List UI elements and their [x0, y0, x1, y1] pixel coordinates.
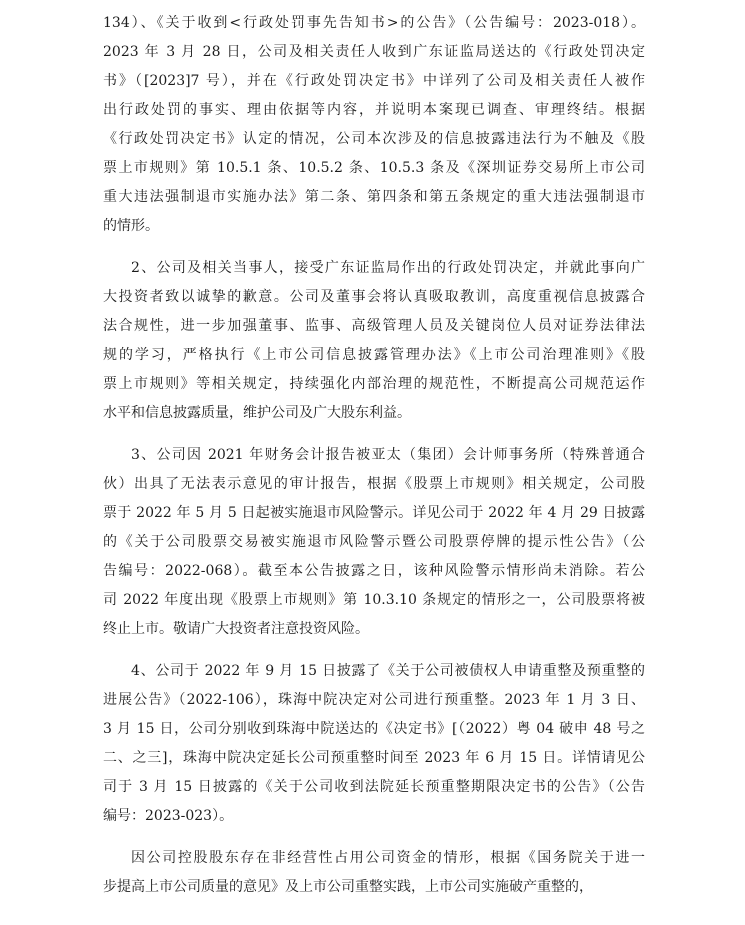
text-line: 法合规性，进一步加强董事、监事、高级管理人员及关键岗位人员对证券法律法: [103, 318, 645, 334]
text-line: 4、公司于 2022 年 9 月 15 日披露了《关于公司被债权人申请重整及预重整的: [131, 663, 645, 679]
text-line: 重大违法强制退市实施办法》第二条、第四条和第五条规定的重大违法强制退市: [103, 189, 645, 205]
text-line: 水平和信息披露质量，维护公司及广大股东利益。: [103, 405, 411, 421]
text-line: 的《关于公司股票交易被实施退市风险警示暨公司股票停牌的提示性公告》（公: [103, 534, 645, 550]
text-line: 二、之三]，珠海中院决定延长公司预重整时间至 2023 年 6 月 15 日。详情请见公: [103, 750, 645, 766]
text-line: 步提高上市公司质量的意见》及上市公司重整实践，上市公司实施破产重整的，: [103, 879, 593, 895]
text-line: 大投资者致以诚挚的歉意。公司及董事会将认真吸取教训，高度重视信息披露合: [103, 289, 645, 305]
paragraph: [103, 9, 645, 241]
text-line: 进展公告》（2022-106），珠海中院决定对公司进行预重整。2023 年 1 月 3 日、: [103, 692, 645, 708]
text-line: 票于 2022 年 5 月 5 日起被实施退市风险警示。详见公司于 2022 年 4 月 29 日披露: [103, 505, 645, 521]
text-line: 3、公司因 2021 年财务会计报告被亚太（集团）会计师事务所（特殊普通合: [131, 447, 645, 463]
text-line: 票上市规则》第 10.5.1 条、10.5.2 条、10.5.3 条及《深圳证券交易所上市公司: [103, 160, 645, 176]
text-line: 规的学习，严格执行《上市公司信息披露管理办法》《上市公司治理准则》《股: [103, 347, 645, 363]
text-line: 书》（[2023]7 号），并在《行政处罚决定书》中详列了公司及相关责任人被作: [103, 73, 645, 89]
text-line: 编号：2023-023）。: [103, 808, 234, 824]
text-line: 出行政处罚的事实、理由依据等内容，并说明本案现已调查、审理终结。根据: [103, 102, 645, 118]
paragraph: [103, 657, 645, 831]
text-line: 因公司控股股东存在非经营性占用公司资金的情形，根据《国务院关于进一: [131, 850, 645, 866]
text-line: 3 月 15 日，公司分别收到珠海中院送达的《决定书》[（2022）粤 04 破申 48 号之: [103, 721, 645, 737]
text-line: 《行政处罚决定书》认定的情况，公司本次涉及的信息披露违法行为不触及《股: [103, 131, 645, 147]
text-line: 终止上市。敬请广大投资者注意投资风险。: [103, 621, 369, 637]
text-line: 2023 年 3 月 28 日，公司及相关责任人收到广东证监局送达的《行政处罚决定: [103, 44, 645, 60]
document-body: [103, 9, 645, 902]
text-line: 的情形。: [103, 218, 159, 234]
text-line: 134）、《关于收到<行政处罚事先告知书>的公告》（公告编号：2023-018）。: [103, 15, 645, 31]
text-line: 票上市规则》等相关规定，持续强化内部治理的规范性，不断提高公司规范运作: [103, 376, 645, 392]
text-line: 伙）出具了无法表示意见的审计报告，根据《股票上市规则》相关规定，公司股: [103, 476, 645, 492]
text-line: 司 2022 年度出现《股票上市规则》第 10.3.10 条规定的情形之一，公司股票将被: [103, 592, 645, 608]
text-line: 2、公司及相关当事人，接受广东证监局作出的行政处罚决定，并就此事向广: [131, 260, 645, 276]
paragraph: [103, 441, 645, 644]
paragraph: [103, 844, 645, 902]
paragraph: [103, 254, 645, 428]
text-line: 司于 3 月 15 日披露的《关于公司收到法院延长预重整期限决定书的公告》（公告: [103, 779, 645, 795]
text-line: 告编号：2022-068）。截至本公告披露之日，该种风险警示情形尚未消除。若公: [103, 563, 645, 579]
